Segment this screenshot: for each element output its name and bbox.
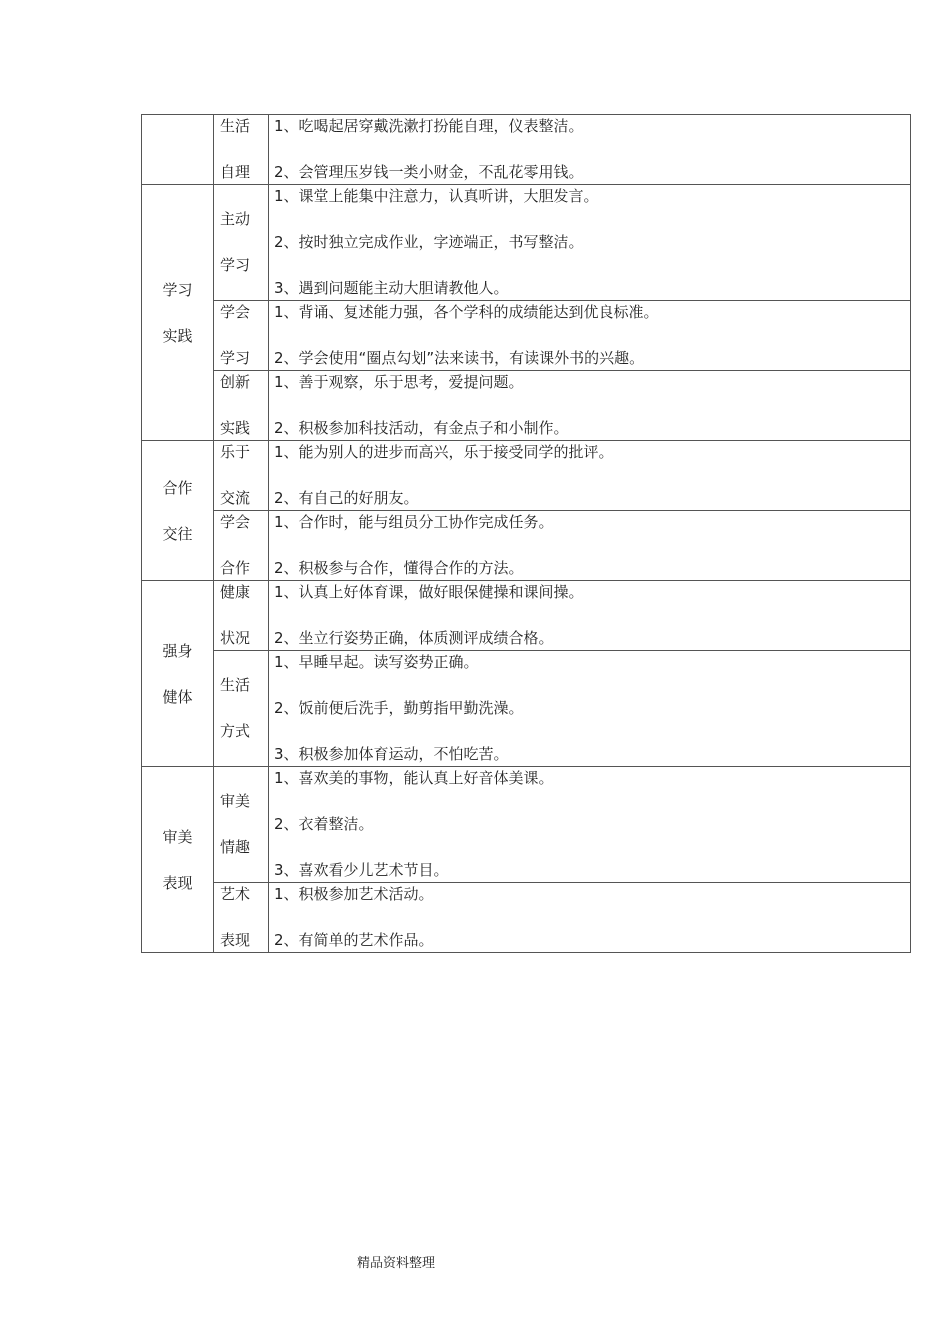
subcategory-label-line: 乐于 [220,443,251,461]
table-row [142,883,911,953]
subcategory-label-line: 情趣 [220,838,251,856]
subcategory-cell [214,115,269,185]
criteria-item: 2、按时独立完成作业，字迹端正，书写整洁。 [274,233,584,251]
table-row [142,767,911,883]
subcategory-label-line: 实践 [220,419,251,437]
category-label-line: 学习 [162,280,193,299]
category-label [142,628,213,720]
evaluation-table-body [142,115,911,953]
criteria-item: 3、积极参加体育运动，不怕吃苦。 [274,745,509,763]
category-cell [142,441,214,581]
subcategory-label-line: 创新 [220,373,251,391]
criteria-cell [269,767,911,883]
subcategory-cell [214,581,269,651]
table-row [142,185,911,301]
subcategory-label-line: 生活 [220,676,251,694]
subcategory-label-line: 学会 [220,303,251,321]
category-label-line: 合作 [162,478,193,497]
subcategory-cell [214,767,269,883]
subcategory-label-line: 审美 [220,792,251,810]
criteria-item: 1、积极参加艺术活动。 [274,885,434,903]
subcategory-label-line: 学习 [220,256,251,274]
subcategory-label-line: 合作 [220,559,251,577]
category-label [142,267,213,359]
criteria-item: 1、认真上好体育课，做好眼保健操和课间操。 [274,583,584,601]
criteria-item: 2、积极参加科技活动，有金点子和小制作。 [274,419,569,437]
criteria-item: 2、饭前便后洗手，勤剪指甲勤洗澡。 [274,699,524,717]
subcategory-label-line: 生活 [220,117,251,135]
criteria-item: 1、能为别人的进步而高兴，乐于接受同学的批评。 [274,443,614,461]
category-label-line: 实践 [162,326,193,345]
subcategory-cell [214,651,269,767]
category-label [142,465,213,557]
subcategory-label-line: 艺术 [220,885,251,903]
criteria-item: 1、课堂上能集中注意力，认真听讲，大胆发言。 [274,187,599,205]
footer-note: 精品资料整理 [357,1256,436,1271]
criteria-cell [269,651,911,767]
category-cell [142,115,214,185]
subcategory-label-line: 自理 [220,163,251,181]
category-label-line: 强身 [162,641,193,660]
table-row [142,651,911,767]
subcategory-label-line: 健康 [220,583,251,601]
subcategory-label-line: 方式 [220,722,251,740]
criteria-list [269,871,910,963]
criteria-cell [269,185,911,301]
subcategory-cell [214,185,269,301]
category-label-line: 交往 [162,524,193,543]
criteria-item: 3、喜欢看少儿艺术节目。 [274,861,449,879]
criteria-item: 2、有简单的艺术作品。 [274,931,434,949]
category-label-line: 表现 [162,873,193,892]
criteria-item: 2、学会使用“圈点勾划”法来读书，有读课外书的兴趣。 [274,349,645,367]
category-label [142,814,213,906]
criteria-item: 2、会管理压岁钱一类小财金，不乱花零用钱。 [274,163,584,181]
criteria-item: 1、吃喝起居穿戴洗漱打扮能自理，仪表整洁。 [274,117,584,135]
subcategory-cell [214,883,269,953]
category-label-line: 健体 [162,687,193,706]
criteria-cell [269,883,911,953]
subcategory-label-line: 状况 [220,629,251,647]
evaluation-table [141,114,911,953]
subcategory-label-line: 学习 [220,349,251,367]
criteria-item: 2、积极参与合作，懂得合作的方法。 [274,559,524,577]
criteria-item: 1、早睡早起。读写姿势正确。 [274,653,479,671]
criteria-item: 1、合作时，能与组员分工协作完成任务。 [274,513,554,531]
category-cell [142,581,214,767]
criteria-item: 1、喜欢美的事物，能认真上好音体美课。 [274,769,554,787]
criteria-item: 2、衣着整洁。 [274,815,374,833]
category-cell [142,767,214,953]
subcategory-label-line: 学会 [220,513,251,531]
criteria-item: 3、遇到问题能主动大胆请教他人。 [274,279,509,297]
category-cell [142,185,214,441]
subcategory-label-line: 交流 [220,489,251,507]
category-label-line: 审美 [162,827,193,846]
criteria-item: 2、坐立行姿势正确，体质测评成绩合格。 [274,629,554,647]
criteria-item: 1、善于观察，乐于思考，爱提问题。 [274,373,524,391]
criteria-item: 1、背诵、复述能力强，各个学科的成绩能达到优良标准。 [274,303,659,321]
subcategory-label-line: 表现 [220,931,251,949]
subcategory-label-line: 主动 [220,210,251,228]
criteria-item: 2、有自己的好朋友。 [274,489,419,507]
